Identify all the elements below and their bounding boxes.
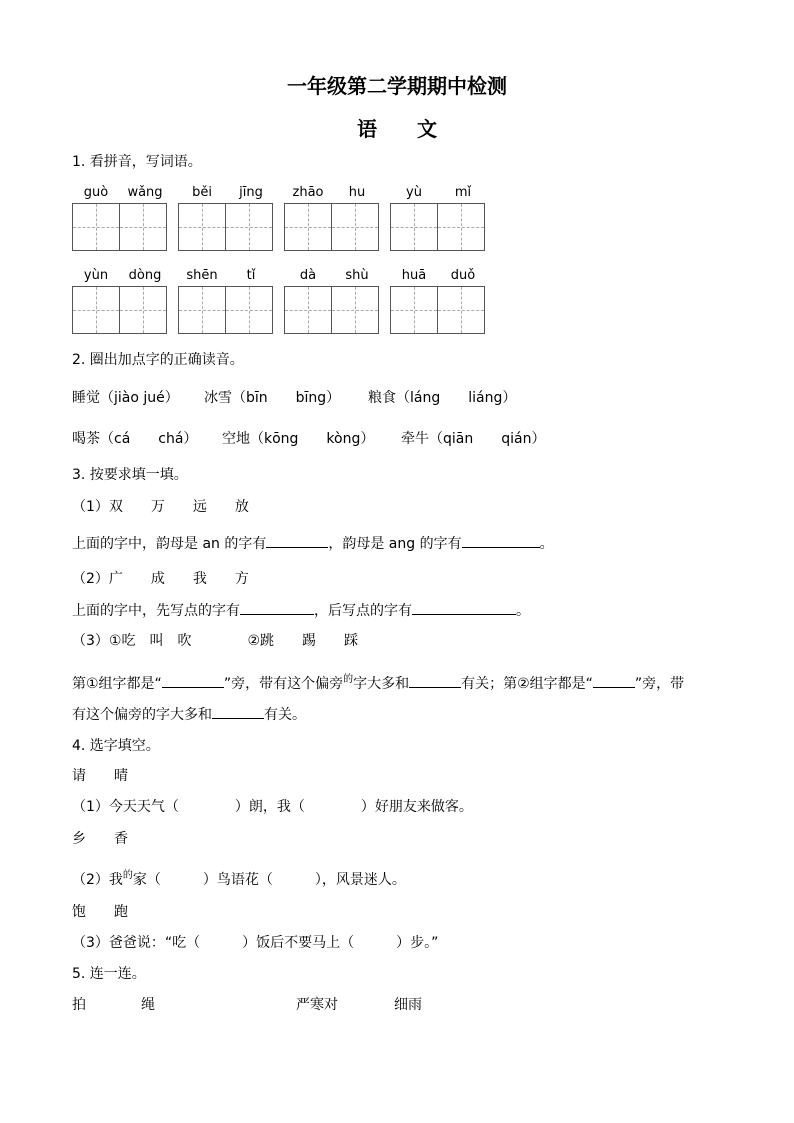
text: ，韵母是 ang 的字有 <box>328 536 462 552</box>
q3-p3-line1 <box>72 670 684 693</box>
text: 字大多和 <box>353 676 410 692</box>
pinyin: hu <box>348 185 366 200</box>
q3-p2-chars: （2）广 成 我 方 <box>72 571 249 587</box>
pinyin: yùn <box>83 268 109 283</box>
text: 的 <box>122 870 133 881</box>
match-item[interactable]: 绳 <box>141 997 155 1013</box>
answer-blank[interactable] <box>409 673 461 688</box>
pinyin: duǒ <box>450 268 476 283</box>
text: 。 <box>539 536 554 552</box>
text: ”旁，带有这个偏旁 <box>223 676 344 692</box>
page-title: 一年级第二学期期中检测 <box>287 74 507 98</box>
writing-grid[interactable] <box>390 286 485 334</box>
q4-group: 请 晴 <box>72 768 128 784</box>
q3-p1-chars: （1）双 万 远 放 <box>72 499 249 515</box>
pinyin: zhāo <box>292 185 324 200</box>
writing-grid[interactable] <box>72 203 167 251</box>
text: 。 <box>516 603 530 619</box>
q4-group: 饱 跑 <box>72 904 128 920</box>
pinyin: huā <box>401 268 427 283</box>
q2-item[interactable]: 粮食（láng liáng） <box>368 390 517 406</box>
writing-grid[interactable] <box>178 286 273 334</box>
q3-p1-line <box>72 533 554 553</box>
answer-blank[interactable] <box>412 600 516 615</box>
answer-blank[interactable] <box>462 533 540 548</box>
pinyin: guò <box>83 185 109 200</box>
q3-p3-line2 <box>72 704 306 724</box>
q3-label: 3. 按要求填一填。 <box>72 467 188 483</box>
answer-blank[interactable] <box>266 533 328 548</box>
q4-sentence[interactable] <box>72 866 406 889</box>
answer-blank[interactable] <box>212 704 264 719</box>
writing-grid[interactable] <box>72 286 167 334</box>
q2-item[interactable]: 喝茶（cá chá） <box>72 431 198 447</box>
pinyin: dà <box>299 268 317 283</box>
text: ，后写点的字有 <box>314 603 412 619</box>
pinyin: dòng <box>128 268 162 283</box>
pinyin: wǎng <box>127 185 163 200</box>
match-item[interactable]: 拍 <box>72 997 86 1013</box>
text: 有这个偏旁的字大多和 <box>72 707 212 723</box>
q5-label: 5. 连一连。 <box>72 966 146 982</box>
text: 有关；第②组字都是“ <box>461 676 593 692</box>
text: 上面的字中，韵母是 an 的字有 <box>72 536 267 552</box>
answer-blank[interactable] <box>593 673 635 688</box>
writing-grid[interactable] <box>390 203 485 251</box>
pinyin: běi <box>192 185 212 200</box>
answer-blank[interactable] <box>240 600 314 615</box>
q4-sentence[interactable]: （1）今天天气（ ）朗，我（ ）好朋友来做客。 <box>72 799 473 815</box>
text: 的 <box>343 674 354 685</box>
q4-sentence[interactable]: （3）爸爸说：“吃（ ）饭后不要马上（ ）步。” <box>72 935 439 951</box>
text: 第①组字都是“ <box>72 676 162 692</box>
text: 上面的字中，先写点的字有 <box>72 603 240 619</box>
text: 家（ ）鸟语花（ ），风景迷人。 <box>132 872 406 888</box>
pinyin: jīng <box>239 185 263 200</box>
q4-group: 乡 香 <box>72 831 128 847</box>
q2-item[interactable]: 睡觉（jiào jué） <box>72 390 179 406</box>
subject-title: 语 文 <box>357 117 437 141</box>
pinyin: mǐ <box>454 185 472 200</box>
writing-grid[interactable] <box>178 203 273 251</box>
q3-p3-chars: （3）①吃 叫 吹 ②跳 踢 踩 <box>72 633 359 649</box>
q3-p2-line <box>72 600 530 620</box>
writing-grid[interactable] <box>284 203 379 251</box>
pinyin: yù <box>406 185 422 200</box>
pinyin: shù <box>345 268 369 283</box>
answer-blank[interactable] <box>162 673 224 688</box>
q2-label: 2. 圈出加点字的正确读音。 <box>72 352 244 368</box>
q4-label: 4. 选字填空。 <box>72 738 160 754</box>
pinyin: tǐ <box>246 268 256 283</box>
writing-grid[interactable] <box>284 286 379 334</box>
q2-item[interactable]: 空地（kōng kòng） <box>222 431 375 447</box>
q1-label: 1. 看拼音，写词语。 <box>72 154 202 170</box>
q2-item[interactable]: 冰雪（bīn bīng） <box>204 390 341 406</box>
match-item[interactable]: 细雨 <box>394 997 422 1013</box>
text: ”旁，带 <box>634 676 685 692</box>
q2-item[interactable]: 牵牛（qiān qián） <box>401 431 546 447</box>
match-item[interactable]: 严寒对 <box>296 997 338 1013</box>
text: （2）我 <box>72 872 123 888</box>
text: 有关。 <box>264 707 306 723</box>
pinyin: shēn <box>186 268 218 283</box>
